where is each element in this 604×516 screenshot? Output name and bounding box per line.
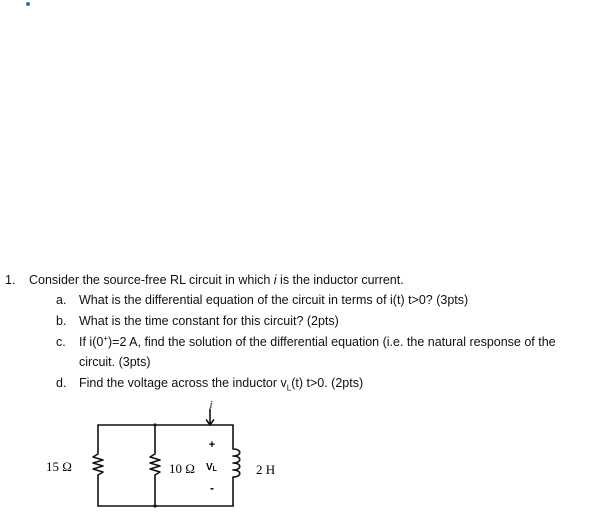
minus-sign: - xyxy=(210,481,214,495)
blue-dot-marker xyxy=(26,2,30,6)
question-prompt: Consider the source-free RL circuit in which i is the inductor current. xyxy=(29,273,404,287)
junction-bottom xyxy=(153,504,156,507)
inductor-branch xyxy=(233,425,240,506)
part-c-continuation: circuit. (3pts) xyxy=(79,355,151,369)
part-d-text: Find the voltage across the inductor $v_L(t)$ t>0. (2pts) xyxy=(79,376,364,393)
rl-circuit-diagram xyxy=(0,395,604,516)
part-d-letter: d. xyxy=(56,376,67,390)
part-b-letter: b. xyxy=(56,314,67,328)
junction-top xyxy=(153,423,156,426)
part-a-letter: a. xyxy=(56,293,67,307)
current-label: i xyxy=(209,400,213,411)
resistor-15-branch xyxy=(93,425,103,506)
question-number: 1. xyxy=(5,273,16,287)
part-c-text: If i(0+)=2 A, find the solution of the differential equation (i.e. the natural response of the xyxy=(79,333,556,349)
r2-label: 10 Ω xyxy=(169,461,195,476)
r1-label: 15 Ω xyxy=(46,459,72,474)
part-a-text: What is the differential equation of the circuit in terms of i(t) t>0? (3pts) xyxy=(79,293,469,307)
part-c-letter: c. xyxy=(56,335,66,349)
inductor-label: 2 H xyxy=(256,462,276,477)
plus-sign: + xyxy=(208,439,216,451)
vl-label: VL xyxy=(206,462,217,473)
resistor-10-branch xyxy=(150,425,160,506)
part-b-text: What is the time constant for this circuit? (2pts) xyxy=(79,314,339,328)
